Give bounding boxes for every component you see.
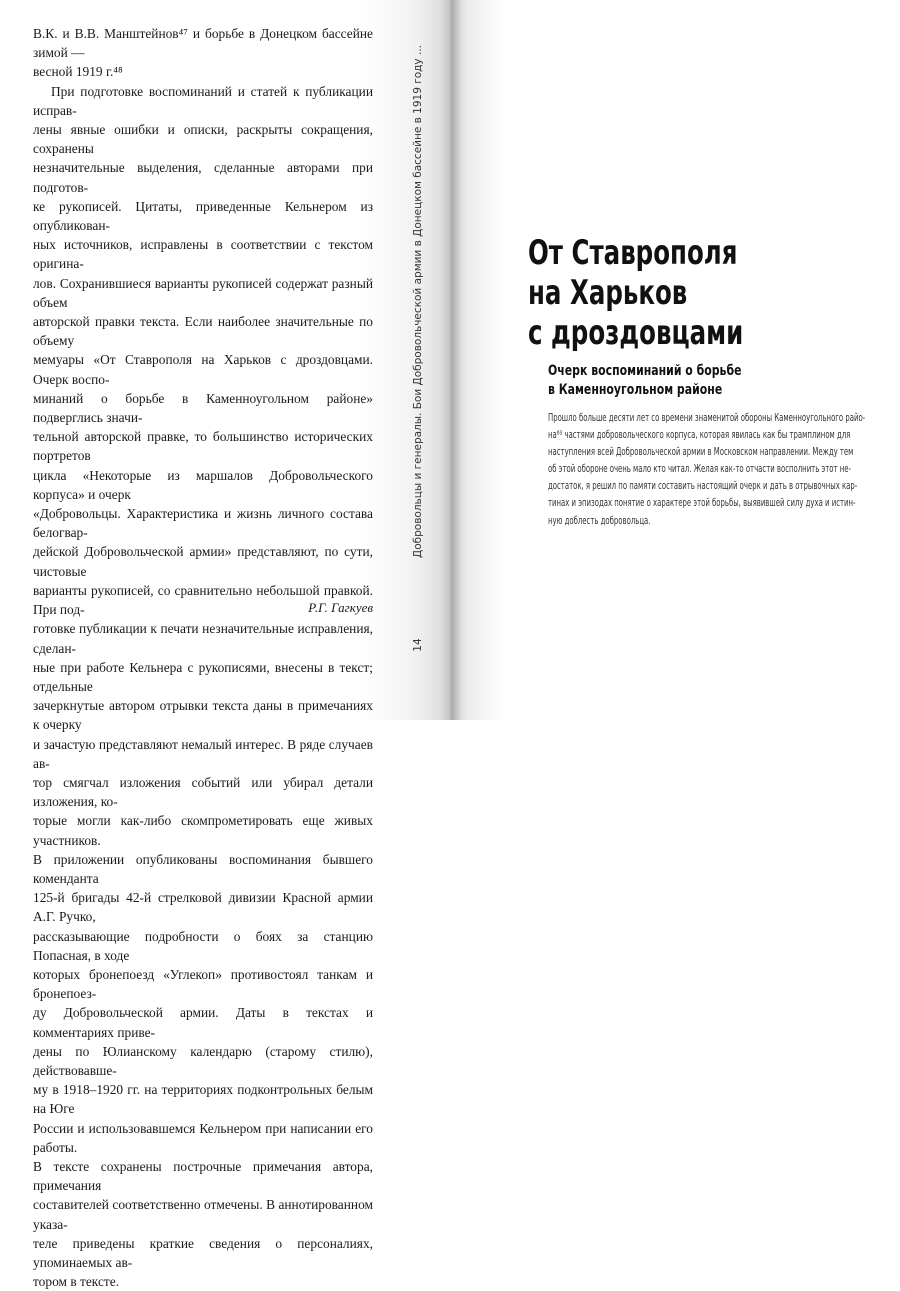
chapter-title-line: От Ставрополя xyxy=(528,233,738,273)
text-line: рассказывающие подробности о боях за станцию Попасная, в ходе xyxy=(33,928,373,963)
text-line: России и использовавшемся Кельнером при написании его работы. xyxy=(33,1120,373,1155)
intro-line: достаток, я решил по памяти составить настоящий очерк и дать в отрывочных кар- xyxy=(548,480,858,493)
text-line: В приложении опубликованы воспоминания бывшего коменданта xyxy=(33,851,373,886)
gutter-shadow xyxy=(440,0,462,720)
running-head-text: Добровольцы и генералы. Бои Добровольческой армии в Донецком бассейне в 1919 году ... xyxy=(412,45,424,558)
text-line: дены по Юлианскому календарю (старому стилю), действовавше- xyxy=(33,1043,373,1078)
text-line: весной 1919 г.⁴⁸ xyxy=(33,64,123,80)
text-line: тором в тексте. xyxy=(33,1274,120,1290)
intro-line: тинах и эпизодах понятие о характере этой борьбы, выявившей силу духа и истин- xyxy=(548,497,856,510)
text-line: ных источников, исправлены в соответствии с текстом оригина- xyxy=(33,237,373,272)
text-line: ные при работе Кельнера с рукописями, внесены в текст; отдельные xyxy=(33,659,373,694)
page-number-text: 14 xyxy=(412,638,424,652)
text-line: лов. Сохранившиеся варианты рукописей содержат разный объем xyxy=(33,275,373,310)
chapter-title xyxy=(528,233,773,353)
author-signature: Р.Г. Гагкуев xyxy=(308,600,373,615)
intro-line: на⁶³ частями добровольческого корпуса, которая явилась как бы трамплином для xyxy=(548,429,851,442)
text-line: цикла «Некоторые из маршалов Добровольческого корпуса» и очерк xyxy=(33,467,373,502)
text-line: теле приведены краткие сведения о персоналиях, упоминаемых ав- xyxy=(33,1235,373,1270)
text-line: и зачастую представляют немалый интерес. В ряде случаев ав- xyxy=(33,736,373,771)
text-line: 125-й бригады 42-й стрелковой дивизии Красной армии А.Г. Ручко, xyxy=(33,890,373,925)
intro-line: об этой обороне очень мало кто читал. Желая как-то отчасти восполнить этот не- xyxy=(548,463,852,476)
text-line: варианты рукописей, со сравнительно небольшой правкой. При под- xyxy=(33,582,373,618)
text-line: тор смягчал изложения событий или убирал детали изложения, ко- xyxy=(33,774,373,810)
chapter-subtitle xyxy=(548,362,782,400)
chapter-title-line: на Харьков xyxy=(528,273,688,313)
text-line: мемуары «От Ставрополя на Харьков с дроздовцами. Очерк воспо- xyxy=(33,352,373,387)
page-number xyxy=(408,630,428,660)
intro-line: Прошло больше десяти лет со времени знаменитой обороны Каменноугольного райо- xyxy=(548,412,866,424)
text-line: торые могли как-либо скомпрометировать еще живых участников. xyxy=(33,813,373,848)
text-line: минаний о борьбе в Каменноугольном районе» подверглись значи- xyxy=(33,390,373,426)
intro-line: ную доблесть добровольца. xyxy=(548,514,651,527)
text-line: составителей соответственно отмечены. В аннотированном указа- xyxy=(33,1197,373,1232)
running-head xyxy=(408,45,428,645)
chapter-subtitle-line: Очерк воспоминаний о борьбе xyxy=(548,363,742,379)
text-line: При подготовке воспоминаний и статей к публикации исправ- xyxy=(33,83,373,118)
text-line: В тексте сохранены построчные примечания автора, примечания xyxy=(33,1158,373,1194)
text-line: В.К. и В.В. Манштейнов⁴⁷ и борьбе в Донецком бассейне зимой — xyxy=(33,26,373,61)
text-line: зачеркнутые автором отрывки текста даны в примечаниях к очерку xyxy=(33,698,373,733)
text-line: лены явные ошибки и описки, раскрыты сокращения, сохранены xyxy=(33,122,373,157)
text-line: готовке публикации к печати незначительные исправления, сделан- xyxy=(33,621,373,656)
right-page xyxy=(450,0,900,720)
text-line: «Добровольцы. Характеристика и жизнь личного состава белогвар- xyxy=(33,506,373,541)
intro-line: наступления всей Добровольческой армии в Московском направлении. Между тем xyxy=(548,446,854,459)
chapter-subtitle-line: в Каменноугольном районе xyxy=(548,382,723,398)
left-page-body xyxy=(33,24,373,1291)
text-line: незначительные выделения, сделанные авторами при подготов- xyxy=(33,160,373,195)
text-line: ке рукописей. Цитаты, приведенные Кельнером из опубликован- xyxy=(33,198,373,234)
text-line: которых бронепоезд «Углекоп» противостоял танкам и бронепоез- xyxy=(33,966,373,1002)
text-line: му в 1918–1920 гг. на территориях подконтрольных белым на Юге xyxy=(33,1082,373,1117)
text-line: тельной авторской правке, то большинство исторических портретов xyxy=(33,429,373,464)
text-line: ду Добровольческой армии. Даты в текстах и комментариях приве- xyxy=(33,1005,373,1040)
text-line: дейской Добровольческой армии» представляют, по сути, чистовые xyxy=(33,544,373,579)
text-line: авторской правки текста. Если наиболее значительные по объему xyxy=(33,314,373,349)
chapter-intro xyxy=(548,410,871,530)
chapter-title-line: с дроздовцами xyxy=(528,313,744,353)
